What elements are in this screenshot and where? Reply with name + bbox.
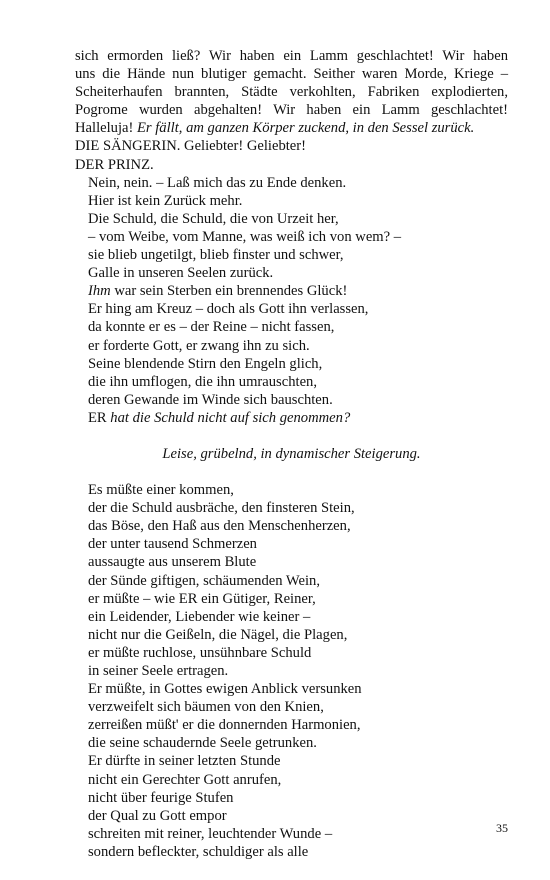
verse-line: ein Leidender, Liebender wie keiner – xyxy=(88,608,311,625)
page-body xyxy=(75,47,508,861)
verse-line: Galle in unseren Seelen zurück. xyxy=(88,265,274,282)
verse-line: Er hing am Kreuz – doch als Gott ihn verlassen, xyxy=(88,301,369,318)
verse-line: der die Schuld ausbräche, den finsteren Stein, xyxy=(88,500,355,517)
verse-block-2 xyxy=(75,481,508,861)
verse-line: der Qual zu Gott empor xyxy=(88,807,227,824)
verse-line: Hier ist kein Zurück mehr. xyxy=(88,192,243,209)
verse-line: Er müßte, in Gottes ewigen Anblick versunken xyxy=(88,681,362,698)
verse-line: aussaugte aus unserem Blute xyxy=(88,554,257,571)
verse-line: Seine blendende Stirn den Engeln glich, xyxy=(88,355,323,372)
prose-line: Pogrome wurden abgehalten! Wir haben ein Lamm geschlachtet! xyxy=(75,102,508,119)
page-number: 35 xyxy=(496,821,508,835)
verse-line: sie blieb ungetilgt, blieb finster und schwer, xyxy=(88,247,344,264)
verse-line: er müßte ruchlose, unsühnbare Schuld xyxy=(88,644,312,661)
verse-line: der Sünde giftigen, schäumenden Wein, xyxy=(88,572,320,589)
stage-direction: Leise, grübelnd, in dynamischer Steigerung. xyxy=(162,445,421,462)
prose-line xyxy=(75,119,508,137)
verse-line: er forderte Gott, er zwang ihn zu sich. xyxy=(88,337,310,354)
verse-line: sondern befleckter, schuldiger als alle xyxy=(88,843,309,860)
verse-block-1 xyxy=(75,174,508,427)
verse-line: die seine schaudernde Seele getrunken. xyxy=(88,735,317,752)
er-word: ER xyxy=(88,409,107,426)
verse-line: schreiten mit reiner, leuchtender Wunde – xyxy=(88,825,333,842)
verse-line: das Böse, den Haß aus den Menschenherzen, xyxy=(88,518,351,535)
verse-line xyxy=(88,282,508,300)
verse-line: Es müßte einer kommen, xyxy=(88,482,234,499)
verse-line: der unter tausend Schmerzen xyxy=(88,536,257,553)
verse-line: Die Schuld, die Schuld, die von Urzeit her, xyxy=(88,210,339,227)
halleluja-text: Halleluja! xyxy=(75,120,134,137)
prose-line: uns die Hände nun blutiger gemacht. Seither waren Morde, Kriege – xyxy=(75,66,508,83)
verse-line: nicht nur die Geißeln, die Nägel, die Plagen, xyxy=(88,626,348,643)
verse-line: da konnte er es – der Reine – nicht fassen, xyxy=(88,319,335,336)
verse-line: in seiner Seele ertragen. xyxy=(88,663,229,679)
verse-line: Nein, nein. – Laß mich das zu Ende denken. xyxy=(88,174,347,191)
verse-line: verzweifelt sich bäumen von den Knien, xyxy=(88,699,324,716)
prose-line: Scheiterhaufen brannten, Städte verkohlten, Fabriken explodierten, xyxy=(75,84,508,101)
verse-line: nicht ein Gerechter Gott anrufen, xyxy=(88,771,282,788)
ihm-rest: war sein Sterben ein brennendes Glück! xyxy=(110,283,348,300)
verse-line: die ihn umflogen, die ihn umrauschten, xyxy=(88,373,317,390)
singer-line: DIE SÄNGERIN. Geliebter! Geliebter! xyxy=(75,138,306,155)
verse-line xyxy=(88,409,508,427)
er-rest: hat die Schuld nicht auf sich genommen? xyxy=(106,409,351,426)
prose-paragraph xyxy=(75,47,508,137)
verse-line: – vom Weibe, vom Manne, was weiß ich von wem? – xyxy=(88,228,402,245)
prince-speaker: DER PRINZ. xyxy=(75,156,154,173)
verse-line: Er dürfte in seiner letzten Stunde xyxy=(88,753,281,770)
prose-line: sich ermorden ließ? Wir haben ein Lamm geschlachtet! Wir haben xyxy=(75,48,508,64)
verse-line: zerreißen müßt' er die donnernden Harmonien, xyxy=(88,717,361,734)
stage-direction-inline: Er fällt, am ganzen Körper zuckend, in den Sessel zurück. xyxy=(137,120,475,137)
verse-line: nicht über feurige Stufen xyxy=(88,789,234,806)
verse-line: er müßte – wie ER ein Gütiger, Reiner, xyxy=(88,590,316,607)
ihm-emphasis: Ihm xyxy=(88,283,111,300)
verse-line: deren Gewande im Winde sich bauschten. xyxy=(88,391,333,408)
